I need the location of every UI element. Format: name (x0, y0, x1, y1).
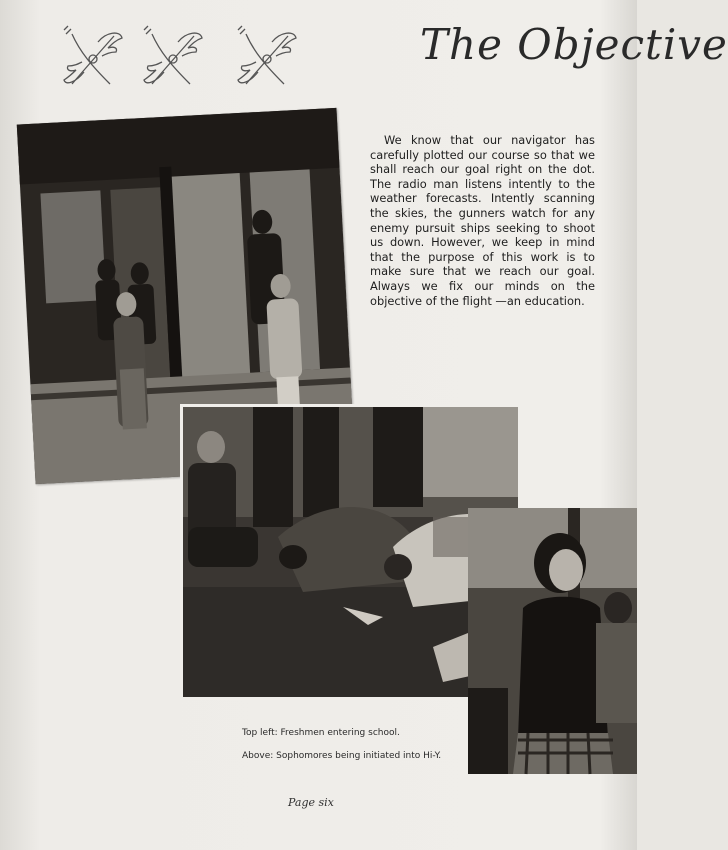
wings-insignia-icon (58, 22, 124, 92)
body-paragraph: We know that our navigator has carefully plotted our course so that we shall reach our goal right on the dot. The radio man listens intently to the weather forecasts. Intently scanning the skies, the gunners watch for any enemy pursuit ships seeking to shoot us down. However, we keep in mind that the purpose of this work is to make sure that we reach our goal. Always we fix our minds on the objective of the flight —an education. (370, 133, 595, 308)
caption-top-left: Top left: Freshmen entering school. (242, 728, 400, 738)
wings-insignia-icon (232, 22, 298, 92)
wings-insignia-icon (138, 22, 204, 92)
page-number: Page six (288, 796, 334, 809)
student-portrait-photo (468, 508, 637, 774)
caption-above: Above: Sophomores being initiated into Hi-Y. (242, 751, 442, 761)
page-title: The Objective (420, 20, 728, 69)
